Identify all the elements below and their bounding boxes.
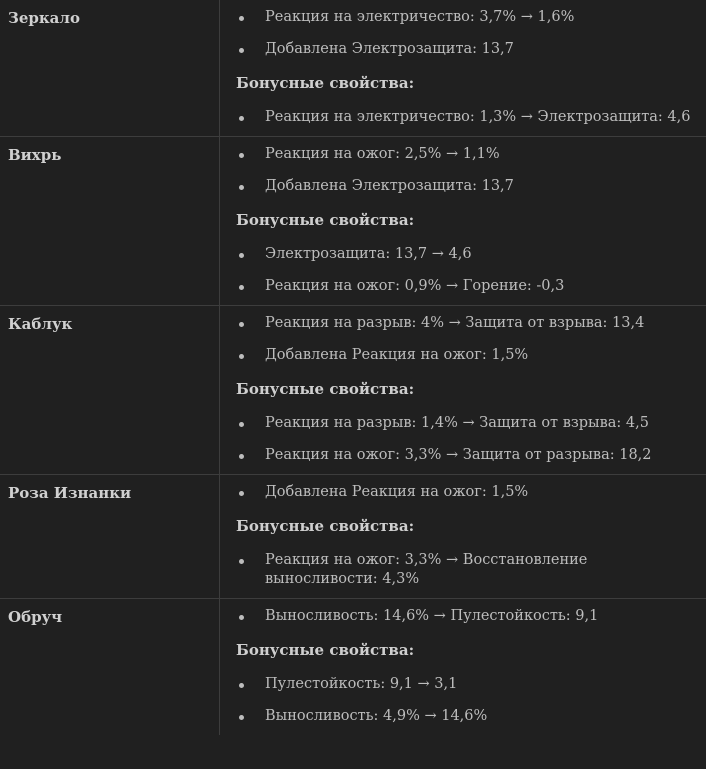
bonus-heading: Бонусные свойства: [236, 74, 415, 92]
list-item: Реакция на ожог: 3,3% → Восстановление выносливости: 4,3% [233, 551, 692, 589]
table-row [0, 137, 706, 306]
list-item: Добавлена Реакция на ожог: 1,5% [233, 483, 692, 502]
artifact-changes [220, 137, 706, 306]
list-item: Реакция на ожог: 0,9% → Горение: -0,3 [233, 277, 692, 296]
bonus-list [233, 675, 692, 735]
artifact-name: Каблук [0, 306, 220, 475]
list-item: Реакция на электричество: 3,7% → 1,6% [233, 8, 692, 27]
list-item: Выносливость: 14,6% → Пулестойкость: 9,1 [233, 607, 692, 626]
changes-list [233, 137, 692, 196]
artifact-changes [220, 306, 706, 475]
artifact-name: Вихрь [0, 137, 220, 306]
artifact-name: Роза Изнанки [0, 475, 220, 599]
artifact-changes [220, 599, 706, 736]
table-row [0, 599, 706, 736]
bonus-list [233, 414, 692, 474]
artifact-changes [220, 475, 706, 599]
changes-list [233, 0, 692, 59]
table-row [0, 0, 706, 137]
bonus-heading: Бонусные свойства: [236, 380, 415, 398]
bonus-list [233, 551, 692, 598]
list-item: Реакция на ожог: 3,3% → Защита от разрыва: 18,2 [233, 446, 692, 465]
table-row [0, 306, 706, 475]
list-item: Реакция на ожог: 2,5% → 1,1% [233, 145, 692, 164]
bonus-heading: Бонусные свойства: [236, 211, 415, 229]
changes-list [233, 599, 692, 626]
list-item: Добавлена Реакция на ожог: 1,5% [233, 346, 692, 365]
artifact-changes [220, 0, 706, 137]
list-item: Добавлена Электрозащита: 13,7 [233, 40, 692, 59]
bonus-heading: Бонусные свойства: [236, 517, 415, 535]
artifact-name: Обруч [0, 599, 220, 736]
artifact-name: Зеркало [0, 0, 220, 137]
bonus-heading: Бонусные свойства: [236, 641, 415, 659]
list-item: Добавлена Электрозащита: 13,7 [233, 177, 692, 196]
list-item: Выносливость: 4,9% → 14,6% [233, 707, 692, 726]
changes-list [233, 306, 692, 365]
bonus-list [233, 108, 692, 136]
list-item: Реакция на разрыв: 1,4% → Защита от взрыва: 4,5 [233, 414, 692, 433]
table-row [0, 475, 706, 599]
list-item: Реакция на разрыв: 4% → Защита от взрыва: 13,4 [233, 314, 692, 333]
bonus-list [233, 245, 692, 305]
list-item: Реакция на электричество: 1,3% → Электрозащита: 4,6 [233, 108, 692, 127]
list-item: Электрозащита: 13,7 → 4,6 [233, 245, 692, 264]
changes-list [233, 475, 692, 502]
list-item: Пулестойкость: 9,1 → 3,1 [233, 675, 692, 694]
